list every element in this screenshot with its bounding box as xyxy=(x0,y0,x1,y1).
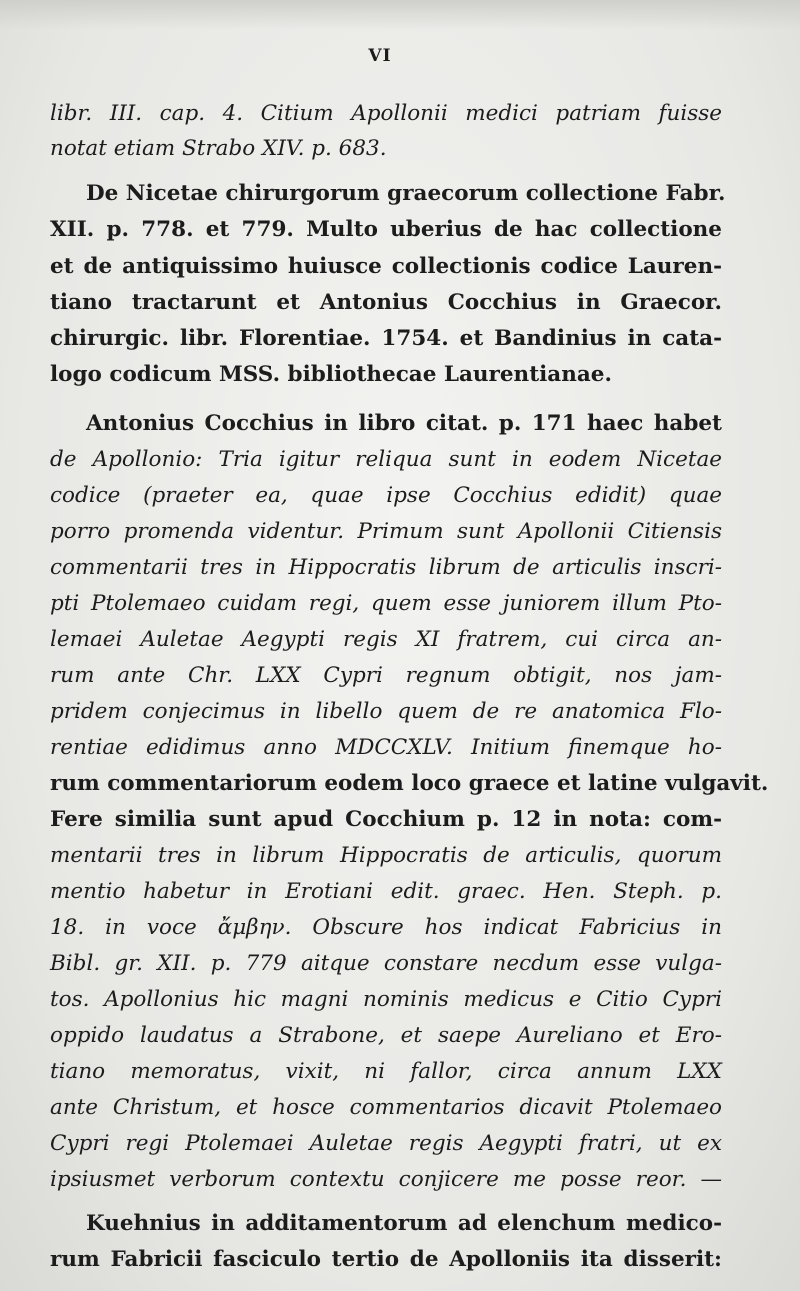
text-line-27: tiano memoratus, vixit, ni fallor, circa annum LXX xyxy=(50,1059,722,1084)
text-line-12: porro promenda videntur. Primum sunt Apollonii Citiensis xyxy=(50,519,722,544)
text-line-16: rum ante Chr. LXX Cypri regnum obtigit, nos jam- xyxy=(50,663,722,688)
text-line-3: De Nicetae chirurgorum graecorum collectione Fabr. xyxy=(86,181,726,206)
text-line-15: lemaei Auletae Aegypti regis XI fratrem, cui circa an- xyxy=(50,627,722,652)
text-line-21: mentarii tres in librum Hippocratis de articulis, quorum xyxy=(50,843,722,868)
text-line-29: Cypri regi Ptolemaei Auletae regis Aegypti fratri, ut ex xyxy=(50,1131,722,1156)
text-line-6: tiano tractarunt et Antonius Cocchius in Graecor. xyxy=(50,290,722,315)
text-line-10: de Apollonio: Tria igitur reliqua sunt in eodem Nicetae xyxy=(50,447,722,472)
text-line-30: ipsiusmet verborum contextu conjicere me posse reor. — xyxy=(50,1167,722,1192)
text-line-32: rum Fabricii fasciculo tertio de Apolloniis ita disserit: xyxy=(50,1247,722,1272)
text-line-4: XII. p. 778. et 779. Multo uberius de hac collectione xyxy=(50,217,722,242)
text-line-26: oppido laudatus a Strabone, et saepe Aureliano et Ero- xyxy=(50,1023,722,1048)
text-line-2: notat etiam Strabo XIV. p. 683. xyxy=(50,136,387,161)
text-line-28: ante Christum, et hosce commentarios dicavit Ptolemaeo xyxy=(50,1095,722,1120)
text-line-20: Fere similia sunt apud Cocchium p. 12 in nota: com- xyxy=(50,807,722,832)
text-line-23: 18. in voce ἄμβην. Obscure hos indicat Fabricius in xyxy=(50,915,722,940)
text-line-24: Bibl. gr. XII. p. 779 aitque constare necdum esse vulga- xyxy=(50,951,722,976)
text-line-7: chirurgic. libr. Florentiae. 1754. et Bandinius in cata- xyxy=(50,326,722,351)
text-line-13: commentarii tres in Hippocratis librum de articulis inscri- xyxy=(50,555,722,580)
text-line-11: codice (praeter ea, quae ipse Cocchius edidit) quae xyxy=(50,483,722,508)
text-line-19: rum commentariorum eodem loco graece et latine vulgavit. xyxy=(50,771,769,796)
page-edge-shadow xyxy=(0,0,800,30)
text-line-9: Antonius Cocchius in libro citat. p. 171 haec habet xyxy=(86,411,722,436)
text-line-18: rentiae edidimus anno MDCCXLV. Initium finemque ho- xyxy=(50,735,722,760)
text-line-14: pti Ptolemaeo cuidam regi, quem esse juniorem illum Pto- xyxy=(50,591,722,616)
text-line-1: libr. III. cap. 4. Citium Apollonii medici patriam fuisse xyxy=(50,101,722,126)
text-line-17: pridem conjecimus in libello quem de re anatomica Flo- xyxy=(50,699,722,724)
page-number: VI xyxy=(368,46,392,66)
text-line-8: logo codicum MSS. bibliothecae Laurentianae. xyxy=(50,362,612,387)
text-line-22: mentio habetur in Erotiani edit. graec. Hen. Steph. p. xyxy=(50,879,722,904)
text-line-5: et de antiquissimo huiusce collectionis codice Lauren- xyxy=(50,254,722,279)
text-line-25: tos. Apollonius hic magni nominis medicus e Citio Cypri xyxy=(50,987,722,1012)
text-line-31: Kuehnius in additamentorum ad elenchum medico- xyxy=(86,1211,722,1236)
